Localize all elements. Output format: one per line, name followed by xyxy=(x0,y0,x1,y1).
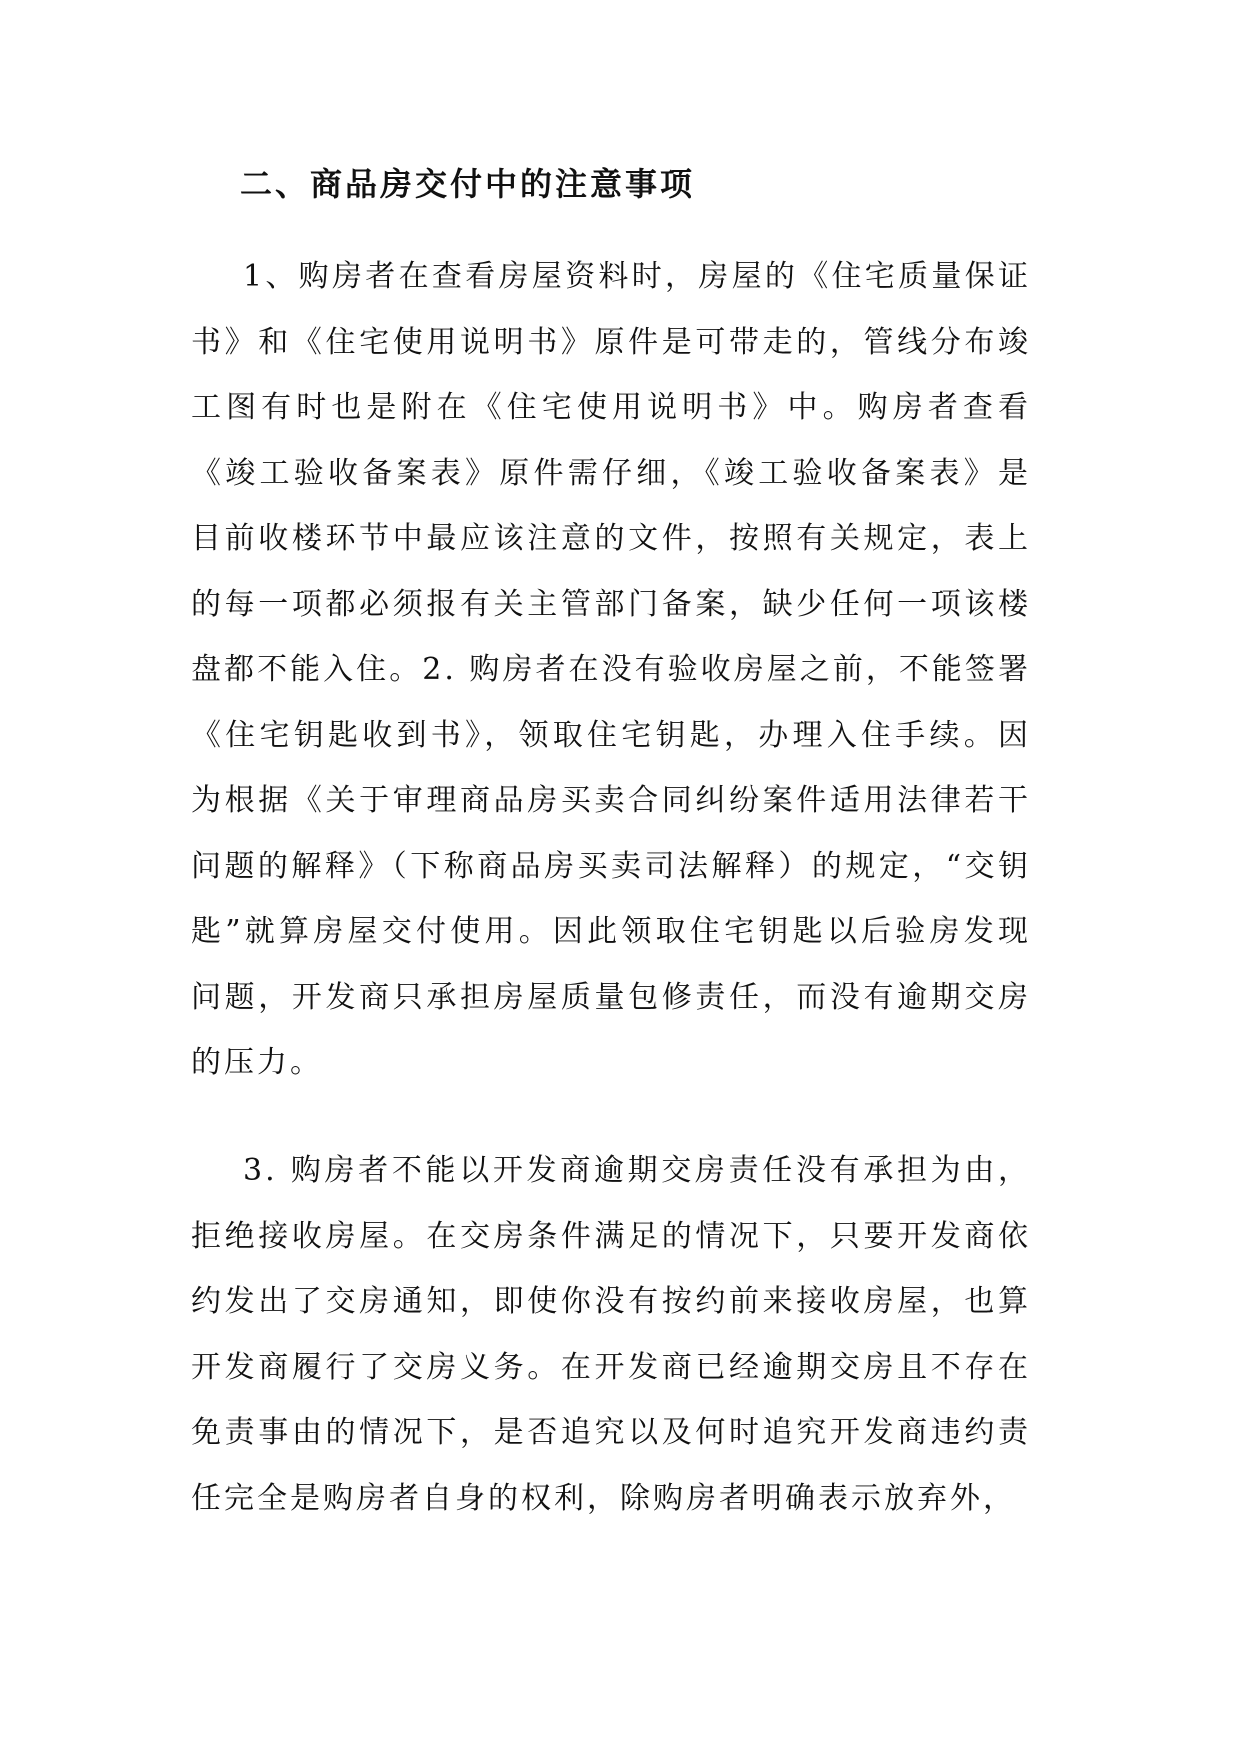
section-heading: 二、商品房交付中的注意事项 xyxy=(240,165,696,203)
paragraph: 3. 购房者不能以开发商逾期交房责任没有承担为由，拒绝接收房屋。在交房条件满足的情况下，只要开发商依约发出了交房通知，即使你没有按约前来接收房屋，也算开发商履行了交房义务。在开发商已经逾期交房且不存在免责事由的情况下，是否追究以及何时追究开发商违约责任完全是购房者自身的权利，除购房者明确表示放弃外， xyxy=(191,1153,1031,1516)
paragraph: 1、购房者在查看房屋资料时，房屋的《住宅质量保证书》和《住宅使用说明书》原件是可带走的，管线分布竣工图有时也是附在《住宅使用说明书》中。购房者查看《竣工验收备案表》原件需仔细，《竣工验收备案表》是目前收楼环节中最应该注意的文件，按照有关规定，表上的每一项都必须报有关主管部门备案，缺少任何一项该楼盘都不能入住。2. 购房者在没有验收房屋之前，不能签署《住宅钥匙收到书》，领取住宅钥匙，办理入住手续。因为根据《关于审理商品房买卖合同纠纷案件适用法律若干问题的解释》（下称商品房买卖司法解释）的规定，“交钥匙”就算房屋交付使用。因此领取住宅钥匙以后验房发现问题，开发商只承担房屋质量包修责任，而没有逾期交房的压力。 xyxy=(191,259,1031,1080)
